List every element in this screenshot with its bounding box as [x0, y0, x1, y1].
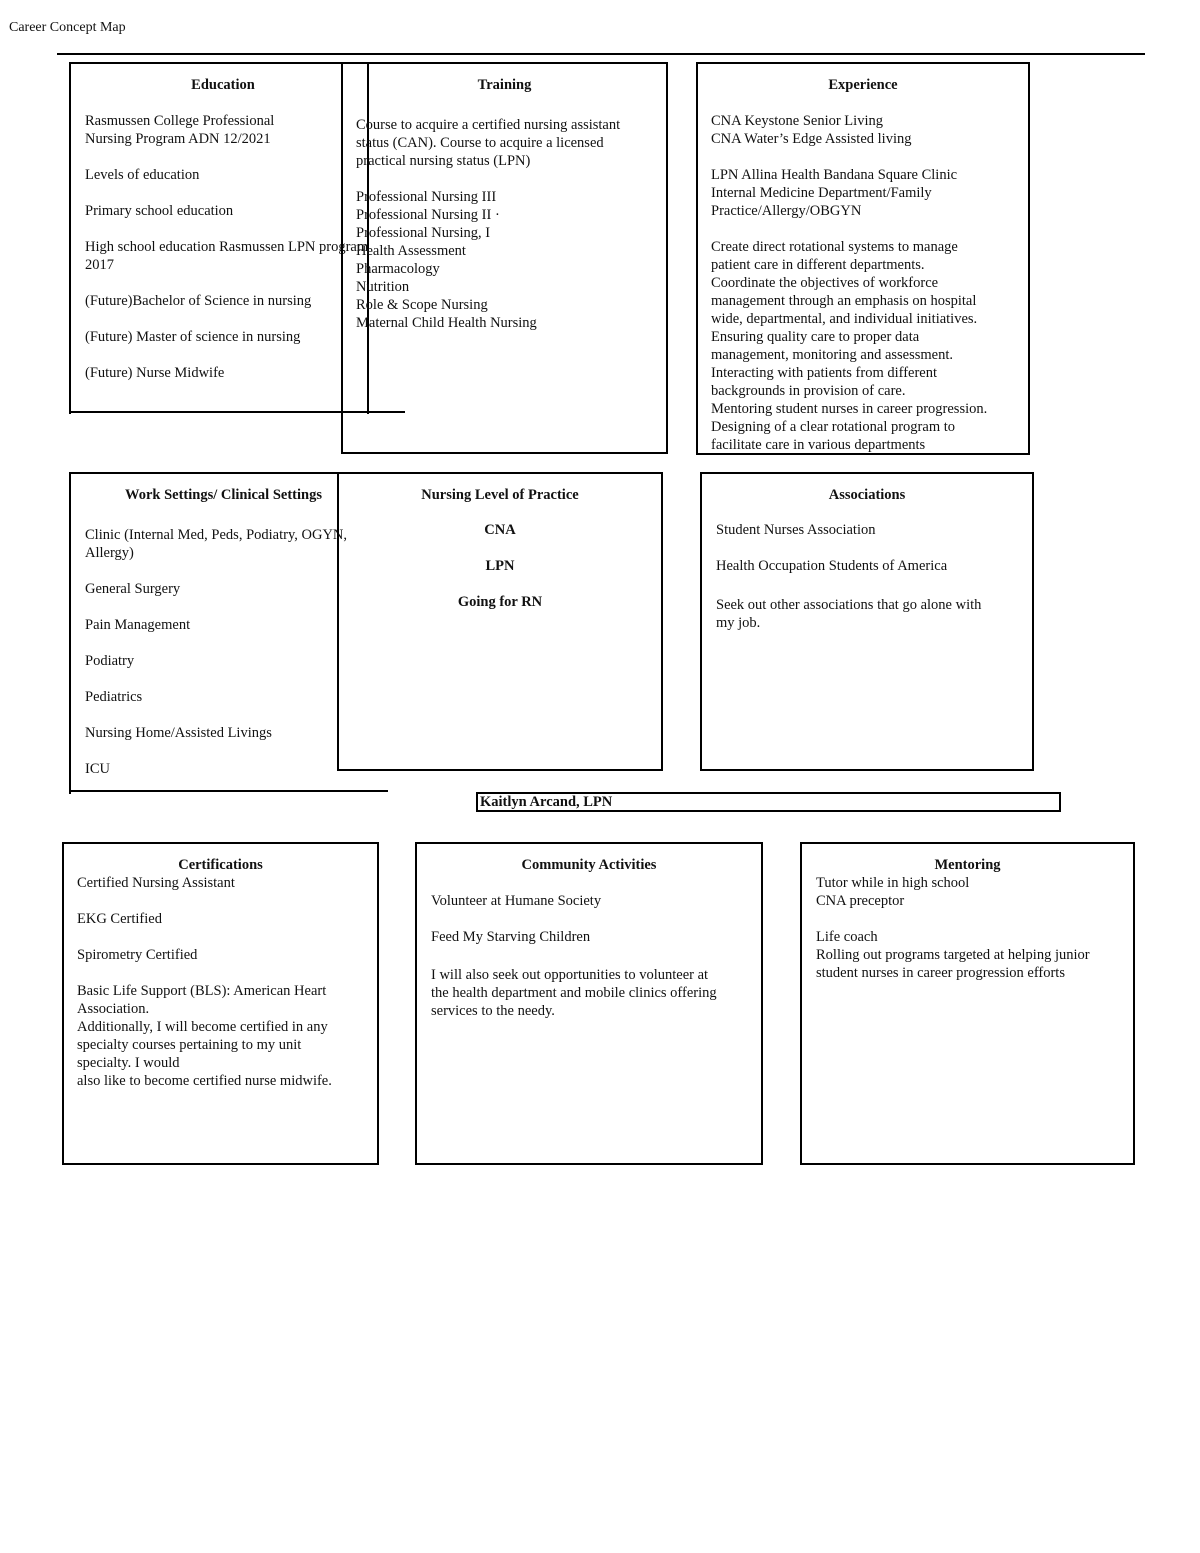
training-line: Role & Scope Nursing — [356, 297, 488, 313]
experience-line: Internal Medicine Department/Family — [711, 185, 932, 201]
work-settings-line: Nursing Home/Assisted Livings — [85, 725, 272, 741]
experience-line: wide, departmental, and individual initiatives. — [711, 311, 978, 327]
training-line: status (CAN). Course to acquire a licensed — [356, 135, 604, 151]
header-rule — [57, 53, 1145, 55]
experience-line: Practice/Allergy/OBGYN — [711, 203, 862, 219]
experience-line: Create direct rotational systems to manage — [711, 239, 958, 255]
certifications-line: specialty. I would — [77, 1055, 180, 1071]
education-line: Nursing Program ADN 12/2021 — [85, 131, 271, 147]
community-line — [431, 946, 761, 964]
community-line: Volunteer at Humane Society — [431, 893, 602, 909]
training-title: Training — [477, 77, 532, 93]
training-line: practical nursing status (LPN) — [356, 153, 531, 169]
experience-line: Coordinate the objectives of workforce — [711, 275, 939, 291]
nursing-level-line: LPN — [485, 558, 515, 574]
work-settings-bottom-rule — [69, 790, 388, 792]
training-line — [356, 170, 666, 188]
mentoring-line — [816, 910, 1133, 928]
experience-line: patient care in different departments. — [711, 257, 925, 273]
work-settings-line: Pain Management — [85, 617, 191, 633]
mentoring-line: Tutor while in high school — [816, 875, 970, 891]
associations-line: my job. — [716, 615, 761, 631]
education-line: 2017 — [85, 257, 114, 273]
nursing-level-box — [337, 472, 663, 771]
work-settings-line: ICU — [85, 761, 110, 777]
work-settings-line: Allergy) — [85, 545, 134, 561]
mentoring-title: Mentoring — [934, 857, 1001, 873]
education-line: High school education Rasmussen LPN program — [85, 239, 369, 255]
work-settings-box — [69, 472, 369, 794]
certifications-line: specialty courses pertaining to my unit — [77, 1037, 302, 1053]
experience-line: facilitate care in various departments — [711, 437, 926, 453]
experience-line: management through an emphasis on hospital — [711, 293, 977, 309]
mentoring-line: CNA preceptor — [816, 893, 905, 909]
associations-line — [716, 539, 1032, 557]
experience-line: Ensuring quality care to proper data — [711, 329, 920, 345]
associations-line — [716, 575, 1032, 593]
experience-line: Interacting with patients from different — [711, 365, 938, 381]
certifications-line: Additionally, I will become certified in any — [77, 1019, 328, 1035]
community-line: services to the needy. — [431, 1003, 555, 1019]
mentoring-box — [800, 842, 1135, 1165]
mentoring-line: Life coach — [816, 929, 878, 945]
experience-line: CNA Keystone Senior Living — [711, 113, 883, 129]
community-activities-title: Community Activities — [521, 857, 657, 873]
nursing-level-line — [339, 575, 661, 593]
certifications-line — [77, 928, 377, 946]
community-line: Feed My Starving Children — [431, 929, 591, 945]
education-line: Levels of education — [85, 167, 200, 183]
document-title: Career Concept Map — [9, 20, 126, 35]
certifications-line: Basic Life Support (BLS): American Heart — [77, 983, 327, 999]
work-settings-line: Podiatry — [85, 653, 135, 669]
work-settings-line: Pediatrics — [85, 689, 143, 705]
certifications-line: Certified Nursing Assistant — [77, 875, 235, 891]
experience-line: Mentoring student nurses in career progression. — [711, 401, 988, 417]
community-activities-box — [415, 842, 763, 1165]
work-settings-title: Work Settings/ Clinical Settings — [125, 487, 322, 503]
community-line: I will also seek out opportunities to volunteer at — [431, 967, 709, 983]
training-line: Professional Nursing, I — [356, 225, 491, 241]
training-line: Maternal Child Health Nursing — [356, 315, 537, 331]
experience-line: LPN Allina Health Bandana Square Clinic — [711, 167, 958, 183]
community-line — [431, 910, 761, 928]
education-line: Rasmussen College Professional — [85, 113, 275, 129]
nursing-level-line: CNA — [484, 522, 516, 538]
certifications-line: EKG Certified — [77, 911, 162, 927]
certifications-line: Association. — [77, 1001, 150, 1017]
education-box — [69, 62, 369, 414]
training-line: Health Assessment — [356, 243, 466, 259]
experience-line: backgrounds in provision of care. — [711, 383, 906, 399]
work-settings-line: Clinic (Internal Med, Peds, Podiatry, OGYN, — [85, 527, 348, 543]
certifications-line — [77, 892, 377, 910]
associations-line: Seek out other associations that go alone with — [716, 597, 982, 613]
certifications-box — [62, 842, 379, 1165]
work-settings-line: General Surgery — [85, 581, 181, 597]
certifications-title: Certifications — [178, 857, 263, 873]
mentoring-line: student nurses in career progression efforts — [816, 965, 1065, 981]
experience-line — [711, 148, 1028, 166]
experience-title: Experience — [828, 77, 898, 93]
training-line: Pharmacology — [356, 261, 440, 277]
community-line — [431, 874, 761, 892]
certifications-line: also like to become certified nurse midwife. — [77, 1073, 332, 1089]
nursing-level-title: Nursing Level of Practice — [421, 487, 579, 503]
mentoring-line: Rolling out programs targeted at helping junior — [816, 947, 1090, 963]
nursing-level-line: Going for RN — [457, 594, 543, 610]
education-line: (Future) Nurse Midwife — [85, 365, 225, 381]
associations-line: Health Occupation Students of America — [716, 558, 948, 574]
education-line: (Future)Bachelor of Science in nursing — [85, 293, 312, 309]
training-line: Course to acquire a certified nursing assistant — [356, 117, 621, 133]
training-line: Nutrition — [356, 279, 410, 295]
community-line: the health department and mobile clinics offering — [431, 985, 717, 1001]
experience-line — [711, 220, 1028, 238]
education-line: (Future) Master of science in nursing — [85, 329, 301, 345]
name-bar: Kaitlyn Arcand, LPN — [476, 792, 1061, 812]
education-title: Education — [191, 77, 255, 93]
associations-box — [700, 472, 1034, 771]
associations-line: Student Nurses Association — [716, 522, 876, 538]
certifications-line: Spirometry Certified — [77, 947, 198, 963]
associations-title: Associations — [828, 487, 906, 503]
training-box — [341, 62, 668, 454]
experience-line: Designing of a clear rotational program to — [711, 419, 956, 435]
certifications-line — [77, 964, 377, 982]
education-line: Primary school education — [85, 203, 234, 219]
training-line: Professional Nursing III — [356, 189, 497, 205]
experience-box — [696, 62, 1030, 455]
experience-line: CNA Water’s Edge Assisted living — [711, 131, 912, 147]
training-line: Professional Nursing II · — [356, 207, 500, 223]
experience-line: management, monitoring and assessment. — [711, 347, 954, 363]
nursing-level-line — [339, 539, 661, 557]
